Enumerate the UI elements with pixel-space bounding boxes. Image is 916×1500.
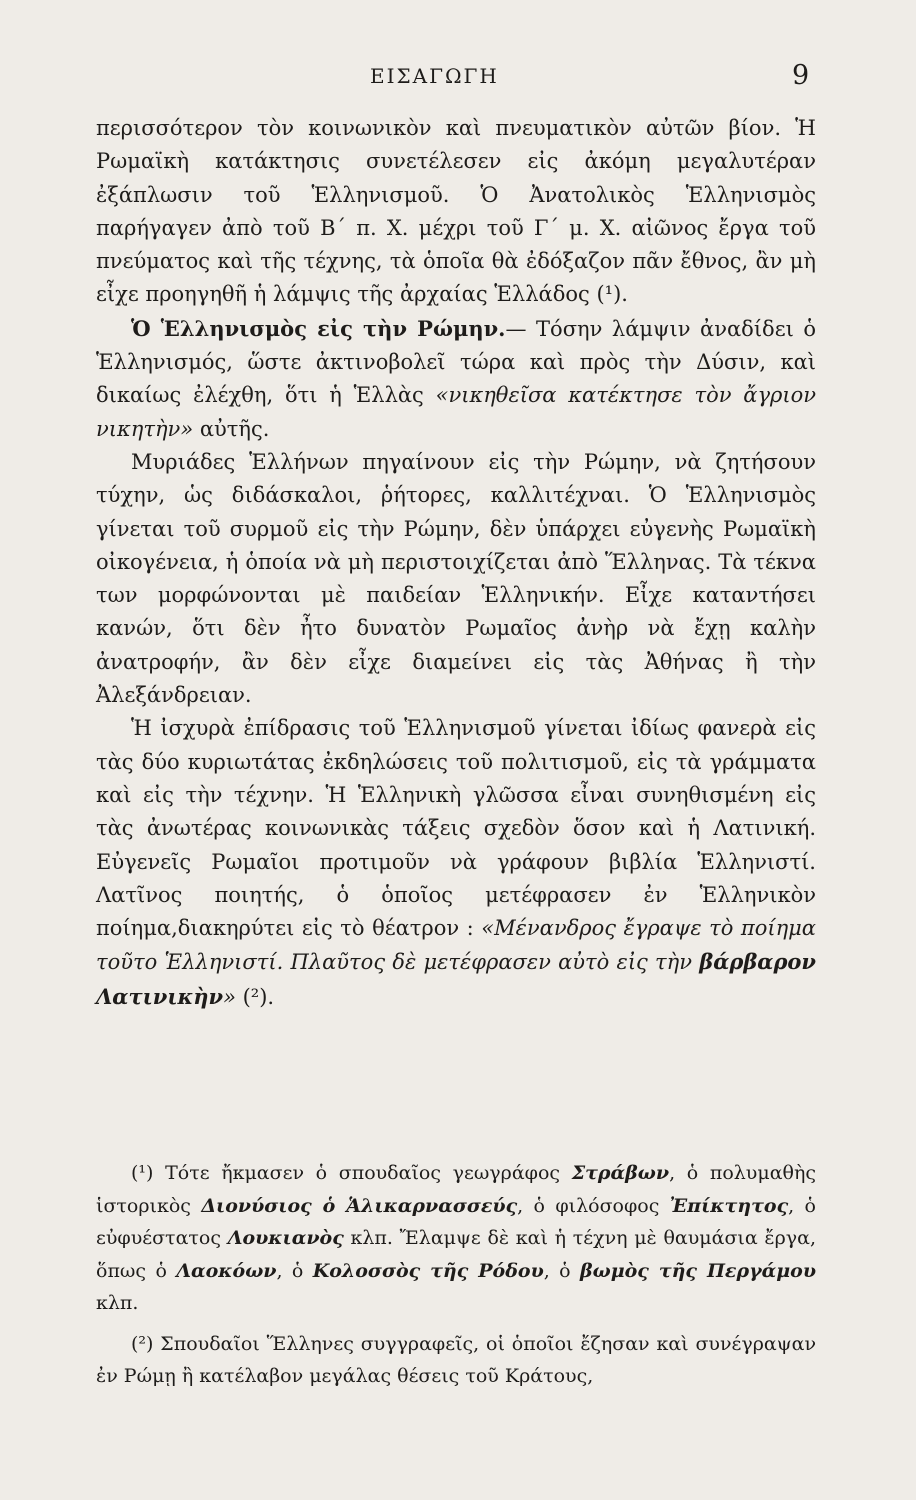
footnote-1-text: Τότε ἤκμασεν ὁ σπουδαῖος γεωγράφος [153, 1162, 572, 1184]
running-title: ΕΙΣΑΓΩΓΗ [370, 64, 499, 88]
footnote-1-text: , ὁ [276, 1259, 313, 1282]
main-text [96, 112, 816, 1014]
name-epictetus: Ἐπίκτητος [669, 1194, 789, 1217]
footnote-2-mark: (²) [131, 1332, 154, 1355]
section-heading: Ὁ Ἑλληνισμὸς εἰς τὴν Ρώμην. [131, 315, 506, 341]
paragraph-1 [96, 112, 816, 312]
paragraph-1-end: . [621, 282, 628, 307]
page-header [0, 60, 916, 94]
footnotes [96, 1157, 816, 1393]
paragraph-4-close-quote: » [223, 984, 236, 1009]
paragraph-4-end: . [267, 984, 275, 1009]
paragraph-4-text: Ἡ ἰσχυρὰ ἐπίδρασις τοῦ Ἑλληνισμοῦ γίνεται ἰδίως φανερὰ εἰς τὰς δύο κυριωτάτας ἐκδηλώσεις τοῦ πολιτισμοῦ, εἰς τὰ γράμματα καὶ εἰς τὴν τέχνην. Ἡ Ἑλληνικὴ γλῶσσα εἶναι συνηθισμένη εἰς τὰς ἀνωτέρας κοινωνικὰς τάξεις σχεδὸν ὅσον καὶ ἡ Λατινική. Εὐγενεῖς Ρωμαῖοι προτιμοῦν νὰ γράφουν βιβλία Ἑλληνιστί. Λατῖνος ποιητής, ὁ ὁποῖος μετέφρασεν ἐν Ἑλληνικὸν ποίημα,διακηρύτει εἰς τὸ θέατρον : [96, 716, 816, 941]
footnote-1-text: κλπ. Ἔλαμψε δὲ καὶ ἡ τέχνη μὲ θαυμάσια ἔργα, ὅπως ὁ [96, 1227, 816, 1282]
name-laocoon: Λαοκόων [176, 1259, 277, 1282]
footnote-2 [96, 1328, 816, 1393]
footnote-ref-1: (¹) [596, 282, 622, 307]
name-dionysius: Διονύσιος ὁ Ἁλικαρνασσεύς [201, 1194, 518, 1217]
name-strabo: Στράβων [571, 1162, 670, 1184]
footnote-1-text: , ὁ φιλόσοφος [517, 1194, 670, 1217]
paragraph-2 [96, 312, 816, 446]
footnote-1 [96, 1157, 816, 1320]
name-colossus: Κολοσσὸς τῆς Ρόδου [312, 1259, 544, 1282]
footnote-2-text: Σπουδαῖοι Ἕλληνες συγγραφεῖς, οἱ ὁποῖοι ἔζησαν καὶ συνέγραψαν ἐν Ρώμῃ ἢ κατέλαβον μεγάλας θέσεις τοῦ Κράτους, [96, 1332, 816, 1387]
footnote-1-text: κλπ. [96, 1292, 139, 1314]
name-lucian: Λουκιανὸς [227, 1227, 344, 1249]
footnote-1-text: , ὁ εὐφυέστατος [96, 1194, 816, 1249]
name-pergamon-altar: βωμὸς τῆς Περγάμου [580, 1259, 817, 1282]
paragraph-4-quote: «Μένανδρος ἔγραψε τὸ ποίημα τοῦτο Ἑλληνιστί. Πλαῦτος δὲ μετέφρασεν αὐτὸ εἰς τὴν [96, 916, 816, 975]
paragraph-2-end: αὐτῆς. [193, 416, 270, 441]
footnote-1-text: , ὁ πολυμαθὴς ἱστορικὸς [96, 1162, 817, 1217]
footnote-1-mark: (¹) [131, 1162, 154, 1184]
paragraph-4-bold-quote: βάρβαρον Λατινικὴν [96, 949, 816, 1009]
paragraph-4 [96, 712, 816, 1014]
footnote-1-text: , ὁ [543, 1259, 581, 1282]
paragraph-3: Μυριάδες Ἑλλήνων πηγαίνουν εἰς τὴν Ρώμην, νὰ ζητήσουν τύχην, ὡς διδάσκαλοι, ῥήτορες, καλλιτέχναι. Ὁ Ἑλληνισμὸς γίνεται τοῦ συρμοῦ εἰς τὴν Ρώμην, δὲν ὑπάρχει εὐγενὴς Ρωμαϊκὴ οἰκογένεια, ἡ ὁποία νὰ μὴ περιστοιχίζεται ἀπὸ Ἕλληνας. Τὰ τέκνα των μορφώνονται μὲ παιδείαν Ἑλληνικήν. Εἶχε καταντήσει κανών, ὅτι δὲν ἦτο δυνατὸν Ρωμαῖος ἀνὴρ νὰ ἔχῃ καλὴν ἀνατροφήν, ἂν δὲν εἶχε διαμείνει εἰς τὰς Ἀθήνας ἢ τὴν Ἀλεξάνδρειαν. [96, 449, 816, 708]
paragraph-2-text: — Τόσην λάμψιν ἀναδίδει ὁ Ἑλληνισμός, ὥστε ἀκτινοβολεῖ τώρα καὶ πρὸς τὴν Δύσιν, καὶ δικαίως ἐλέχθη, ὅτι ἡ Ἑλλὰς [96, 316, 816, 408]
paragraph-1-text: περισσότερον τὸν κοινωνικὸν καὶ πνευματικὸν αὐτῶν βίον. Ἡ Ρωμαϊκὴ κατάκτησις συνετέλεσεν εἰς ἀκόμη μεγαλυτέραν ἐξάπλωσιν τοῦ Ἑλληνισμοῦ. Ὁ Ἀνατολικὸς Ἑλληνισμὸς παρήγαγεν ἀπὸ τοῦ Β΄ π. Χ. μέχρι τοῦ Γ΄ μ. Χ. αἰῶνος ἔργα τοῦ πνεύματος καὶ τῆς τέχνης, τὰ ὁποῖα θὰ ἐδόξαζον πᾶν ἔθνος, ἂν μὴ εἶχε προηγηθῆ ἡ λάμψις τῆς ἀρχαίας Ἑλλάδος [96, 116, 816, 307]
footnote-ref-2: (²) [242, 984, 268, 1009]
page-number: 9 [792, 60, 810, 91]
paragraph-2-quote: «νικηθεῖσα κατέκτησε τὸν ἄγριον νικητὴν» [96, 383, 816, 441]
